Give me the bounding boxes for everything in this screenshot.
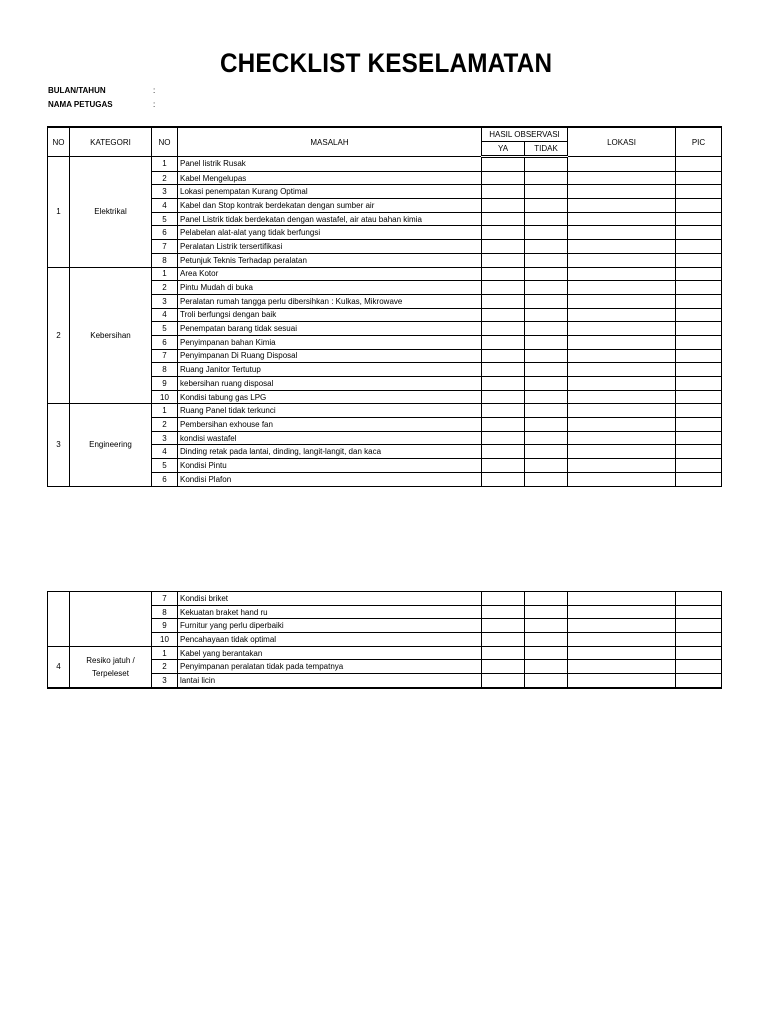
item-number: 6 bbox=[152, 335, 178, 349]
tidak-checkbox-cell[interactable] bbox=[525, 171, 568, 185]
lokasi-input-cell[interactable] bbox=[568, 212, 676, 226]
category-name: Kebersihan bbox=[70, 267, 152, 404]
item-number: 1 bbox=[152, 646, 178, 660]
tidak-checkbox-cell[interactable] bbox=[525, 363, 568, 377]
item-masalah: Kondisi Plafon bbox=[178, 472, 482, 486]
meta-label: BULAN/TAHUN bbox=[48, 86, 106, 95]
lokasi-input-cell[interactable] bbox=[568, 472, 676, 486]
category-number: 1 bbox=[48, 157, 70, 268]
pic-input-cell[interactable] bbox=[676, 619, 722, 633]
meta-label: NAMA PETUGAS bbox=[48, 100, 113, 109]
item-number: 5 bbox=[152, 459, 178, 473]
ya-checkbox-cell[interactable] bbox=[482, 335, 525, 349]
item-masalah: Pelabelan alat-alat yang tidak berfungsi bbox=[178, 226, 482, 240]
item-number: 1 bbox=[152, 157, 178, 172]
tidak-checkbox-cell[interactable] bbox=[525, 253, 568, 267]
header-ya: YA bbox=[482, 142, 525, 157]
lokasi-input-cell[interactable] bbox=[568, 445, 676, 459]
ya-checkbox-cell[interactable] bbox=[482, 431, 525, 445]
item-number: 4 bbox=[152, 445, 178, 459]
pic-input-cell[interactable] bbox=[676, 445, 722, 459]
ya-checkbox-cell[interactable] bbox=[482, 185, 525, 199]
lokasi-input-cell[interactable] bbox=[568, 619, 676, 633]
meta-value: : bbox=[153, 100, 156, 109]
pic-input-cell[interactable] bbox=[676, 377, 722, 391]
lokasi-input-cell[interactable] bbox=[568, 253, 676, 267]
checklist-table-page-1 bbox=[47, 126, 722, 487]
lokasi-input-cell[interactable] bbox=[568, 404, 676, 418]
header-pic: PIC bbox=[676, 127, 722, 157]
ya-checkbox-cell[interactable] bbox=[482, 349, 525, 363]
pic-input-cell[interactable] bbox=[676, 404, 722, 418]
pic-input-cell[interactable] bbox=[676, 660, 722, 674]
tidak-checkbox-cell[interactable] bbox=[525, 240, 568, 254]
tidak-checkbox-cell[interactable] bbox=[525, 308, 568, 322]
ya-checkbox-cell[interactable] bbox=[482, 199, 525, 213]
category-name-line: Resiko jatuh / bbox=[86, 655, 135, 665]
lokasi-input-cell[interactable] bbox=[568, 377, 676, 391]
meta-bulan-tahun bbox=[48, 86, 156, 95]
item-masalah: Penempatan barang tidak sesuai bbox=[178, 322, 482, 336]
item-number: 7 bbox=[152, 349, 178, 363]
tidak-checkbox-cell[interactable] bbox=[525, 646, 568, 660]
lokasi-input-cell[interactable] bbox=[568, 349, 676, 363]
tidak-checkbox-cell[interactable] bbox=[525, 592, 568, 606]
item-number: 7 bbox=[152, 240, 178, 254]
pic-input-cell[interactable] bbox=[676, 322, 722, 336]
tidak-checkbox-cell[interactable] bbox=[525, 633, 568, 647]
item-masalah: Kabel dan Stop kontrak berdekatan dengan sumber air bbox=[178, 199, 482, 213]
ya-checkbox-cell[interactable] bbox=[482, 240, 525, 254]
ya-checkbox-cell[interactable] bbox=[482, 294, 525, 308]
item-masalah: Panel Listrik tidak berdekatan dengan wastafel, air atau bahan kimia bbox=[178, 212, 482, 226]
ya-checkbox-cell[interactable] bbox=[482, 157, 525, 172]
ya-checkbox-cell[interactable] bbox=[482, 619, 525, 633]
pic-input-cell[interactable] bbox=[676, 349, 722, 363]
lokasi-input-cell[interactable] bbox=[568, 267, 676, 281]
category-name: Engineering bbox=[70, 404, 152, 486]
category-name: Elektrikal bbox=[70, 157, 152, 268]
table-row bbox=[48, 592, 722, 606]
ya-checkbox-cell[interactable] bbox=[482, 605, 525, 619]
item-masalah: Peralatan Listrik tersertifikasi bbox=[178, 240, 482, 254]
header-tidak: TIDAK bbox=[525, 142, 568, 157]
item-number: 5 bbox=[152, 212, 178, 226]
pic-input-cell[interactable] bbox=[676, 592, 722, 606]
pic-input-cell[interactable] bbox=[676, 267, 722, 281]
lokasi-input-cell[interactable] bbox=[568, 605, 676, 619]
item-number: 8 bbox=[152, 605, 178, 619]
item-number: 3 bbox=[152, 185, 178, 199]
item-masalah: Area Kotor bbox=[178, 267, 482, 281]
lokasi-input-cell[interactable] bbox=[568, 363, 676, 377]
tidak-checkbox-cell[interactable] bbox=[525, 322, 568, 336]
category-number bbox=[48, 592, 70, 647]
lokasi-input-cell[interactable] bbox=[568, 431, 676, 445]
lokasi-input-cell[interactable] bbox=[568, 646, 676, 660]
item-masalah: Petunjuk Teknis Terhadap peralatan bbox=[178, 253, 482, 267]
pic-input-cell[interactable] bbox=[676, 472, 722, 486]
tidak-checkbox-cell[interactable] bbox=[525, 335, 568, 349]
tidak-checkbox-cell[interactable] bbox=[525, 199, 568, 213]
item-masalah: Kekuatan braket hand ru bbox=[178, 605, 482, 619]
item-masalah: Pencahayaan tidak optimal bbox=[178, 633, 482, 647]
header-kategori: KATEGORI bbox=[70, 127, 152, 157]
header-lokasi: LOKASI bbox=[568, 127, 676, 157]
lokasi-input-cell[interactable] bbox=[568, 322, 676, 336]
item-number: 3 bbox=[152, 674, 178, 688]
item-masalah: Peralatan rumah tangga perlu dibersihkan : Kulkas, Mikrowave bbox=[178, 294, 482, 308]
tidak-checkbox-cell[interactable] bbox=[525, 226, 568, 240]
tidak-checkbox-cell[interactable] bbox=[525, 445, 568, 459]
tidak-checkbox-cell[interactable] bbox=[525, 185, 568, 199]
item-number: 4 bbox=[152, 308, 178, 322]
ya-checkbox-cell[interactable] bbox=[482, 226, 525, 240]
pic-input-cell[interactable] bbox=[676, 212, 722, 226]
lokasi-input-cell[interactable] bbox=[568, 185, 676, 199]
category-name bbox=[70, 646, 152, 688]
pic-input-cell[interactable] bbox=[676, 308, 722, 322]
item-number: 1 bbox=[152, 267, 178, 281]
item-masalah: Pintu Mudah di buka bbox=[178, 281, 482, 295]
lokasi-input-cell[interactable] bbox=[568, 308, 676, 322]
lokasi-input-cell[interactable] bbox=[568, 157, 676, 172]
table-row bbox=[48, 267, 722, 281]
pic-input-cell[interactable] bbox=[676, 199, 722, 213]
item-masalah: Kabel Mengelupas bbox=[178, 171, 482, 185]
tidak-checkbox-cell[interactable] bbox=[525, 660, 568, 674]
item-masalah: Penyimpanan peralatan tidak pada tempatnya bbox=[178, 660, 482, 674]
item-masalah: Kondisi tabung gas LPG bbox=[178, 390, 482, 404]
item-number: 6 bbox=[152, 226, 178, 240]
pic-input-cell[interactable] bbox=[676, 171, 722, 185]
pic-input-cell[interactable] bbox=[676, 253, 722, 267]
pic-input-cell[interactable] bbox=[676, 335, 722, 349]
item-number: 10 bbox=[152, 390, 178, 404]
pic-input-cell[interactable] bbox=[676, 226, 722, 240]
ya-checkbox-cell[interactable] bbox=[482, 445, 525, 459]
tidak-checkbox-cell[interactable] bbox=[525, 281, 568, 295]
header-sub-no: NO bbox=[152, 127, 178, 157]
item-number: 3 bbox=[152, 294, 178, 308]
pic-input-cell[interactable] bbox=[676, 294, 722, 308]
lokasi-input-cell[interactable] bbox=[568, 171, 676, 185]
ya-checkbox-cell[interactable] bbox=[482, 377, 525, 391]
pic-input-cell[interactable] bbox=[676, 363, 722, 377]
meta-nama-petugas bbox=[48, 100, 156, 109]
tidak-checkbox-cell[interactable] bbox=[525, 212, 568, 226]
item-masalah: kebersihan ruang disposal bbox=[178, 377, 482, 391]
category-number: 2 bbox=[48, 267, 70, 404]
lokasi-input-cell[interactable] bbox=[568, 592, 676, 606]
ya-checkbox-cell[interactable] bbox=[482, 390, 525, 404]
item-number: 8 bbox=[152, 363, 178, 377]
table-row bbox=[48, 404, 722, 418]
tidak-checkbox-cell[interactable] bbox=[525, 418, 568, 432]
item-number: 3 bbox=[152, 431, 178, 445]
item-number: 2 bbox=[152, 171, 178, 185]
item-number: 1 bbox=[152, 404, 178, 418]
item-masalah: Pembersihan exhouse fan bbox=[178, 418, 482, 432]
ya-checkbox-cell[interactable] bbox=[482, 459, 525, 473]
ya-checkbox-cell[interactable] bbox=[482, 212, 525, 226]
ya-checkbox-cell[interactable] bbox=[482, 322, 525, 336]
ya-checkbox-cell[interactable] bbox=[482, 404, 525, 418]
tidak-checkbox-cell[interactable] bbox=[525, 390, 568, 404]
pic-input-cell[interactable] bbox=[676, 418, 722, 432]
item-masalah: Lokasi penempatan Kurang Optimal bbox=[178, 185, 482, 199]
pic-input-cell[interactable] bbox=[676, 240, 722, 254]
lokasi-input-cell[interactable] bbox=[568, 281, 676, 295]
pic-input-cell[interactable] bbox=[676, 646, 722, 660]
tidak-checkbox-cell[interactable] bbox=[525, 459, 568, 473]
meta-value: : bbox=[153, 86, 156, 95]
category-number: 4 bbox=[48, 646, 70, 688]
ya-checkbox-cell[interactable] bbox=[482, 646, 525, 660]
tidak-checkbox-cell[interactable] bbox=[525, 404, 568, 418]
ya-checkbox-cell[interactable] bbox=[482, 253, 525, 267]
pic-input-cell[interactable] bbox=[676, 157, 722, 172]
item-number: 10 bbox=[152, 633, 178, 647]
lokasi-input-cell[interactable] bbox=[568, 335, 676, 349]
lokasi-input-cell[interactable] bbox=[568, 674, 676, 688]
tidak-checkbox-cell[interactable] bbox=[525, 619, 568, 633]
pic-input-cell[interactable] bbox=[676, 633, 722, 647]
tidak-checkbox-cell[interactable] bbox=[525, 267, 568, 281]
pic-input-cell[interactable] bbox=[676, 390, 722, 404]
ya-checkbox-cell[interactable] bbox=[482, 674, 525, 688]
category-name-line: Terpeleset bbox=[92, 668, 129, 678]
lokasi-input-cell[interactable] bbox=[568, 226, 676, 240]
ya-checkbox-cell[interactable] bbox=[482, 660, 525, 674]
tidak-checkbox-cell[interactable] bbox=[525, 349, 568, 363]
lokasi-input-cell[interactable] bbox=[568, 633, 676, 647]
item-masalah: Furnitur yang perlu diperbaiki bbox=[178, 619, 482, 633]
ya-checkbox-cell[interactable] bbox=[482, 267, 525, 281]
tidak-checkbox-cell[interactable] bbox=[525, 605, 568, 619]
tidak-checkbox-cell[interactable] bbox=[525, 472, 568, 486]
lokasi-input-cell[interactable] bbox=[568, 199, 676, 213]
page-title: CHECKLIST KESELAMATAN bbox=[219, 48, 553, 78]
pic-input-cell[interactable] bbox=[676, 459, 722, 473]
table-row bbox=[48, 157, 722, 172]
item-number: 2 bbox=[152, 418, 178, 432]
pic-input-cell[interactable] bbox=[676, 674, 722, 688]
item-number: 6 bbox=[152, 472, 178, 486]
ya-checkbox-cell[interactable] bbox=[482, 472, 525, 486]
item-number: 2 bbox=[152, 660, 178, 674]
item-masalah: kondisi wastafel bbox=[178, 431, 482, 445]
lokasi-input-cell[interactable] bbox=[568, 240, 676, 254]
lokasi-input-cell[interactable] bbox=[568, 294, 676, 308]
pic-input-cell[interactable] bbox=[676, 281, 722, 295]
lokasi-input-cell[interactable] bbox=[568, 660, 676, 674]
ya-checkbox-cell[interactable] bbox=[482, 592, 525, 606]
pic-input-cell[interactable] bbox=[676, 605, 722, 619]
ya-checkbox-cell[interactable] bbox=[482, 171, 525, 185]
item-masalah: Kabel yang berantakan bbox=[178, 646, 482, 660]
item-masalah: lantai licin bbox=[178, 674, 482, 688]
checklist-table-page-2 bbox=[47, 591, 722, 689]
item-number: 5 bbox=[152, 322, 178, 336]
lokasi-input-cell[interactable] bbox=[568, 459, 676, 473]
ya-checkbox-cell[interactable] bbox=[482, 281, 525, 295]
lokasi-input-cell[interactable] bbox=[568, 390, 676, 404]
ya-checkbox-cell[interactable] bbox=[482, 363, 525, 377]
item-masalah: Penyimpanan bahan Kimia bbox=[178, 335, 482, 349]
pic-input-cell[interactable] bbox=[676, 185, 722, 199]
ya-checkbox-cell[interactable] bbox=[482, 308, 525, 322]
header-no: NO bbox=[48, 127, 70, 157]
item-masalah: Penyimpanan Di Ruang Disposal bbox=[178, 349, 482, 363]
item-number: 4 bbox=[152, 199, 178, 213]
item-masalah: Ruang Panel tidak terkunci bbox=[178, 404, 482, 418]
tidak-checkbox-cell[interactable] bbox=[525, 431, 568, 445]
ya-checkbox-cell[interactable] bbox=[482, 633, 525, 647]
category-number: 3 bbox=[48, 404, 70, 486]
item-masalah: Kondisi Pintu bbox=[178, 459, 482, 473]
header-masalah: MASALAH bbox=[178, 127, 482, 157]
header-hasil-observasi: HASIL OBSERVASI bbox=[482, 127, 568, 142]
tidak-checkbox-cell[interactable] bbox=[525, 377, 568, 391]
pic-input-cell[interactable] bbox=[676, 431, 722, 445]
item-masalah: Troli berfungsi dengan baik bbox=[178, 308, 482, 322]
item-masalah: Dinding retak pada lantai, dinding, langit-langit, dan kaca bbox=[178, 445, 482, 459]
tidak-checkbox-cell[interactable] bbox=[525, 294, 568, 308]
ya-checkbox-cell[interactable] bbox=[482, 418, 525, 432]
tidak-checkbox-cell[interactable] bbox=[525, 674, 568, 688]
item-number: 8 bbox=[152, 253, 178, 267]
item-masalah: Ruang Janitor Tertutup bbox=[178, 363, 482, 377]
item-number: 9 bbox=[152, 619, 178, 633]
item-masalah: Kondisi briket bbox=[178, 592, 482, 606]
lokasi-input-cell[interactable] bbox=[568, 418, 676, 432]
item-masalah: Panel listrik Rusak bbox=[178, 157, 482, 172]
tidak-checkbox-cell[interactable] bbox=[525, 157, 568, 172]
category-name bbox=[70, 592, 152, 647]
item-number: 2 bbox=[152, 281, 178, 295]
item-number: 7 bbox=[152, 592, 178, 606]
item-number: 9 bbox=[152, 377, 178, 391]
table-row bbox=[48, 646, 722, 660]
